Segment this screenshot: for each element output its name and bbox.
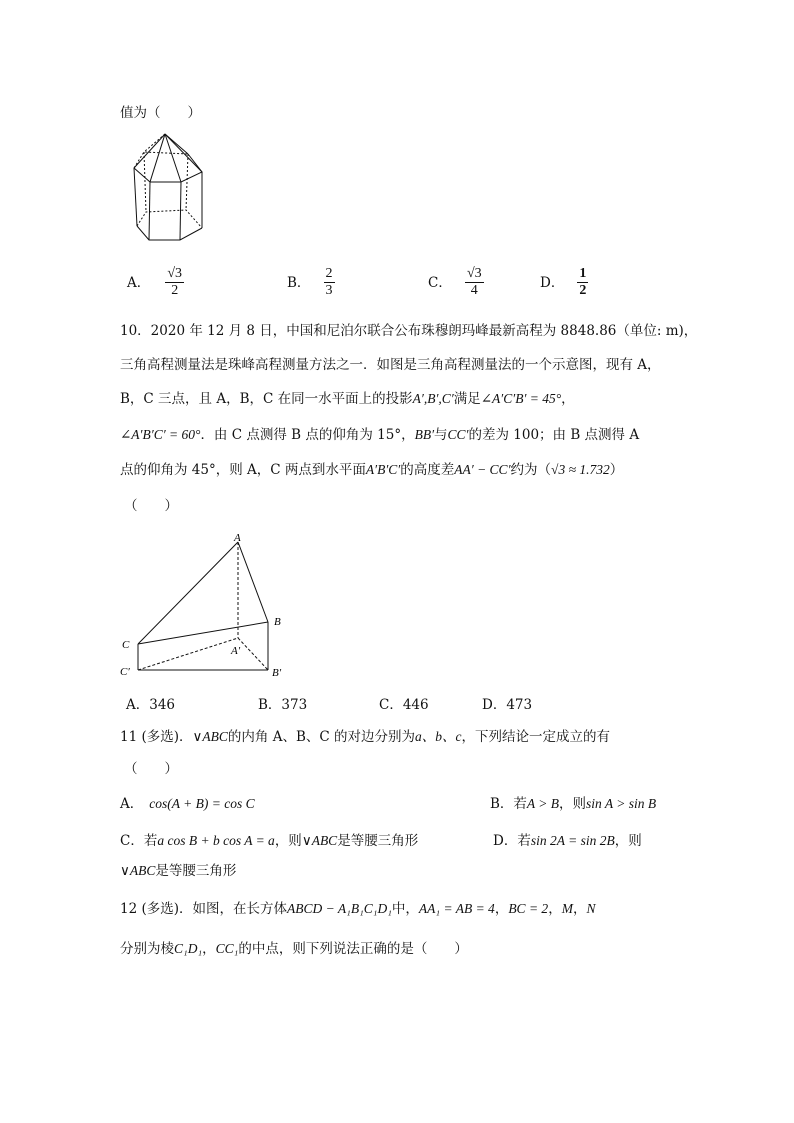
option-text: 是等腰三角形: [337, 833, 419, 849]
q12-text: ，: [202, 941, 216, 957]
q9-option-a[interactable]: [127, 266, 184, 299]
q12-math: N: [586, 901, 596, 916]
q10-text: B，C 三点，且 A，B，C 在同一水平面上的投影: [120, 391, 413, 407]
q10-math: ∠A′C′B′ = 45°: [480, 391, 562, 406]
q10-math: A′B′C′: [365, 462, 401, 477]
option-numerator: 2: [325, 266, 333, 281]
q10-option-b[interactable]: [258, 696, 307, 714]
q10-text: 点的仰角为 45°，则 A，C 两点到水平面: [120, 462, 366, 478]
option-label: B．若: [490, 796, 527, 812]
option-denominator: 3: [325, 283, 333, 298]
option-math: a cos B + b cos A = a: [157, 833, 275, 848]
label-a: A: [234, 532, 241, 544]
q11-text: 11 (多选)．: [120, 729, 193, 745]
option-text: ，则: [559, 796, 587, 812]
q9-option-c[interactable]: [428, 266, 484, 299]
option-label: D．: [540, 275, 565, 291]
q10-math: CC′: [447, 427, 469, 442]
q10-line-1: 10．2020 年 12 月 8 日，中国和尼泊尔联合公布珠穆朗玛峰最新高程为 8848.86（单位: m)，: [120, 323, 698, 339]
q12-line-2: [120, 940, 468, 958]
q11-option-d[interactable]: [493, 832, 642, 850]
label-b: B: [274, 616, 281, 628]
q11-answer-blank: （ ）: [124, 761, 178, 777]
q11-line-1: [120, 728, 610, 746]
q10-option-d[interactable]: [482, 696, 532, 714]
q11-option-c[interactable]: [120, 832, 418, 850]
q11-math: ∨ABC: [192, 729, 228, 744]
label-b-prime: B′: [272, 667, 282, 679]
q12-text: 的中点，则下列说法正确的是（ ）: [238, 941, 468, 957]
option-label: A．: [127, 275, 151, 291]
q12-text: ，: [572, 901, 587, 917]
q10-line-2: 三角高程测量法是珠峰高程测量方法之一．如图是三角高程测量法的一个示意图，现有 A，: [120, 357, 661, 373]
q11-option-b[interactable]: [490, 795, 656, 813]
q10-math: BB′: [414, 427, 435, 442]
q9-option-b[interactable]: [287, 266, 335, 299]
option-value: 346: [149, 697, 176, 713]
option-denominator: 2: [171, 283, 179, 298]
option-text: 是等腰三角形: [155, 863, 237, 879]
option-numerator: 1: [579, 266, 587, 281]
q10-text: ．由 C 点测得 B 点的仰角为 15°，: [200, 427, 415, 443]
option-denominator: 4: [470, 283, 478, 298]
q11-option-d-continued: [120, 862, 236, 880]
option-denominator: 2: [579, 283, 587, 298]
option-label: B．: [258, 697, 282, 713]
option-label: D．若: [493, 833, 531, 849]
q10-text: 与: [434, 427, 448, 443]
q12-math: BC = 2: [508, 901, 549, 916]
option-label: B．: [287, 275, 311, 291]
q9-option-d[interactable]: [540, 266, 588, 299]
q12-math: ABCD − A₁B₁C₁D₁: [287, 901, 392, 916]
q12-text: ，: [494, 901, 509, 917]
q12-text: 12 (多选)．如图，在长方体: [120, 901, 288, 917]
q10-line-5: [120, 461, 623, 479]
q10-math: AA′ − CC′: [454, 462, 511, 477]
q10-answer-blank: （ ）: [124, 498, 178, 514]
q12-math: AA₁ = AB = 4: [418, 901, 495, 916]
q10-line-3: [120, 390, 575, 408]
option-value: 446: [402, 697, 429, 713]
option-math: A > B: [526, 796, 560, 811]
option-value: 373: [281, 697, 308, 713]
q10-line-4: [120, 426, 639, 444]
q10-text: 的高度差: [400, 462, 455, 478]
option-math: ∨ABC: [120, 863, 156, 878]
q10-text: 满足: [453, 391, 481, 407]
label-c: C: [122, 639, 130, 651]
q11-math: a、b、c: [415, 729, 462, 744]
option-label: C．: [428, 275, 452, 291]
polyhedron-figure-icon: [128, 130, 208, 244]
q10-option-c[interactable]: [379, 696, 429, 714]
option-label: C．若: [120, 833, 158, 849]
q10-text: ，: [561, 391, 575, 407]
q12-math: M: [561, 901, 573, 916]
option-text: ，则: [274, 833, 302, 849]
q9-stem-tail: 值为（ ）: [120, 105, 201, 121]
q10-option-a[interactable]: [126, 696, 175, 714]
option-value: 473: [506, 697, 533, 713]
option-label: A．: [126, 697, 150, 713]
q10-text: 约为（: [510, 462, 552, 478]
q10-text: ）: [609, 462, 624, 478]
q12-math: C₁D₁: [174, 941, 203, 956]
q12-math: CC₁: [215, 941, 239, 956]
label-c-prime: C′: [120, 666, 130, 678]
option-math: cos(A + B) = cos C: [149, 796, 255, 811]
triangulation-figure-icon: [118, 530, 298, 682]
label-a-prime: A′: [231, 645, 241, 657]
q11-option-a[interactable]: [120, 795, 255, 813]
q10-math: A′,B′,C′: [412, 391, 454, 406]
q12-text: 中，: [391, 901, 419, 917]
option-numerator: √3: [466, 266, 482, 281]
q12-text: 分别为棱: [120, 941, 174, 957]
q12-line-1: [120, 900, 595, 918]
option-label: A．: [120, 796, 144, 812]
q11-text: 的内角 A、B、C 的对边分别为: [227, 729, 415, 745]
option-text: ，则: [614, 833, 642, 849]
q11-text: ，下列结论一定成立的有: [461, 729, 610, 745]
option-math: ∨ABC: [301, 833, 338, 848]
option-math: sin 2A = sin 2B: [530, 833, 615, 848]
option-math: sin A > sin B: [586, 796, 657, 811]
q12-text: ，: [548, 901, 562, 917]
option-label: D．: [482, 697, 507, 713]
q10-math: ∠A′B′C′ = 60°: [120, 427, 201, 442]
option-label: C．: [379, 697, 403, 713]
q10-text: 的差为 100；由 B 点测得 A: [468, 427, 640, 443]
option-numerator: √3: [167, 266, 183, 281]
q10-math: √3 ≈ 1.732: [551, 462, 610, 477]
